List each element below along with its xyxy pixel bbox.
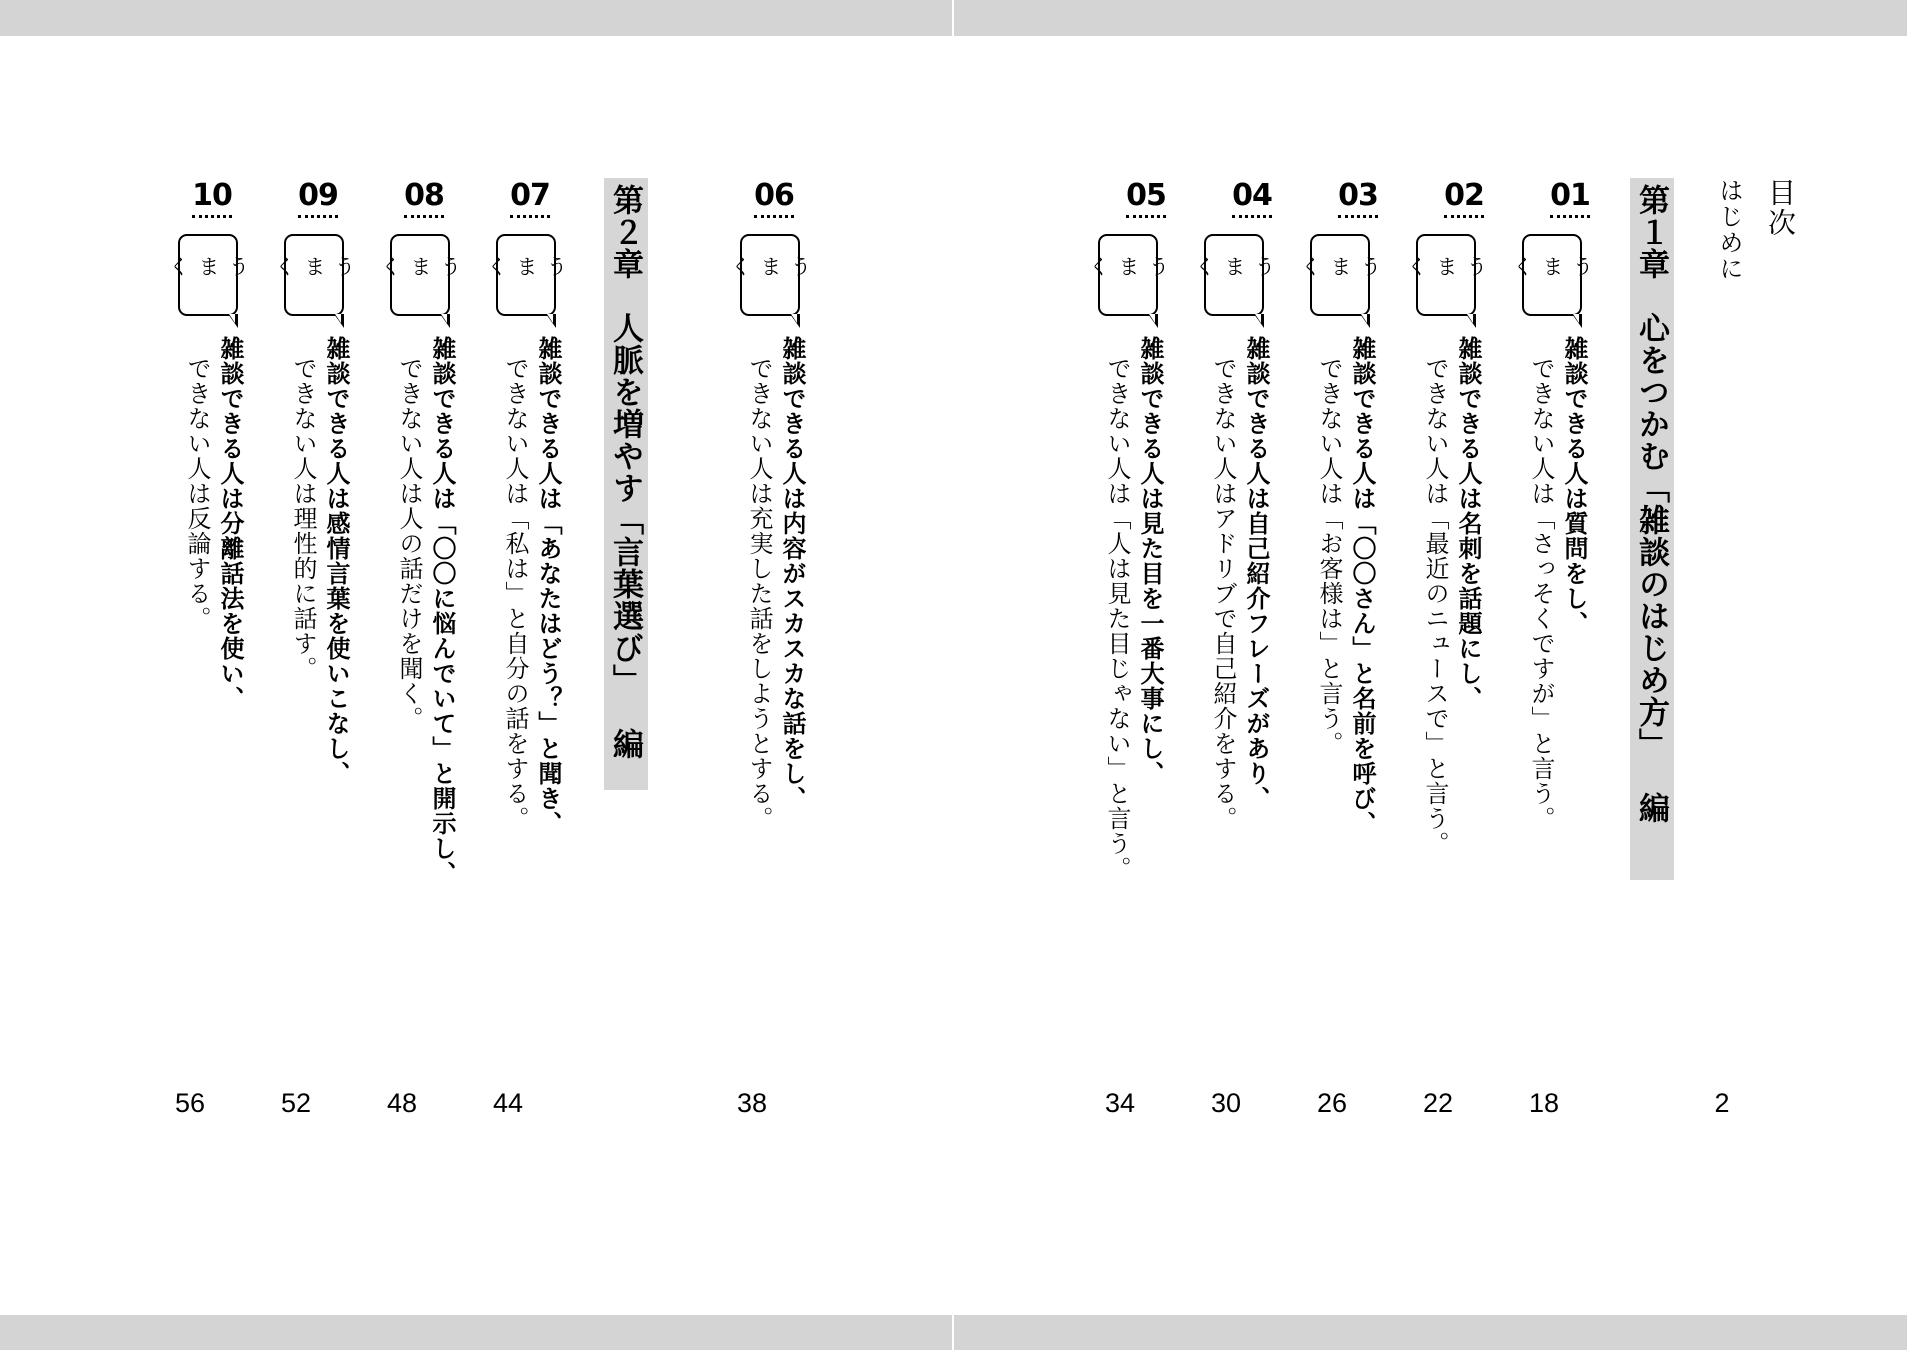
bubble-label: うまく [728,255,812,278]
speech-bubble [1192,234,1276,316]
entry-line1: 雑談できる人は自己紹介フレーズがあり、 [1242,336,1270,811]
chapter-2-heading [604,178,648,790]
chapter-label: 第１章 [1633,184,1669,280]
entry-line1: 雑談できる人は「〇〇さん」と名前を呼び、 [1348,336,1376,836]
entry-number: 02 [1433,178,1495,218]
left-page [0,36,952,1315]
chapter-title: 心をつかむ「雑談のはじめ方」 [1633,312,1669,760]
entry-page-number: 18 [1528,1088,1560,1118]
speech-bubble [728,234,812,316]
entry-line1: 雑談できる人は「あなたはどう？」と聞き、 [534,336,562,836]
entry-line2: できない人はアドリブで自己紹介をする。 [1209,356,1237,831]
speech-bubble [1298,234,1382,316]
entry-line2: できない人は「最近のニュースで」と言う。 [1421,356,1449,856]
speech-bubble [378,234,462,316]
entry-number: 07 [499,178,561,218]
chapter-suffix: 編 [607,728,643,760]
entry-number: 09 [287,178,349,218]
right-page [954,36,1907,1315]
entry-line1: 雑談できる人は質問をし、 [1560,336,1588,636]
entry-number: 10 [181,178,243,218]
entry-number: 04 [1221,178,1283,218]
chapter-label: 第２章 [607,184,643,280]
entry-page-number: 56 [174,1088,206,1118]
entry-page-number: 26 [1316,1088,1348,1118]
chapter-1-heading [1630,178,1674,880]
entry-line2: できない人は「人は見た目じゃない」と言う。 [1103,356,1131,881]
spine-gap-top [952,0,954,36]
bubble-label: うまく [484,255,568,278]
chapter-suffix: 編 [1633,792,1669,824]
bubble-label: うまく [1086,255,1170,278]
spine-gap-bottom [952,1315,954,1350]
entry-line2: できない人は反論する。 [183,356,211,631]
entry-number: 03 [1327,178,1389,218]
toc-title: 目次 [1764,178,1797,238]
speech-bubble [1086,234,1170,316]
entry-line2: できない人は充実した話をしようとする。 [745,356,773,831]
entry-page-number: 52 [280,1088,312,1118]
entry-line1: 雑談できる人は分離話法を使い、 [216,336,244,711]
entry-line2: できない人は「お客様は」と言う。 [1315,356,1343,756]
entry-line1: 雑談できる人は名刺を話題にし、 [1454,336,1482,711]
speech-bubble [272,234,356,316]
bubble-label: うまく [1298,255,1382,278]
speech-bubble [1510,234,1594,316]
entry-page-number: 30 [1210,1088,1242,1118]
chapter-title: 人脈を増やす「言葉選び」 [607,312,643,696]
bubble-label: うまく [1510,255,1594,278]
entry-line2: できない人は「私は」と自分の話をする。 [501,356,529,831]
entry-page-number: 22 [1422,1088,1454,1118]
entry-line1: 雑談できる人は「〇〇に悩んでいて」と開示し、 [428,336,456,886]
entry-page-number: 38 [736,1088,768,1118]
entry-page-number: 44 [492,1088,524,1118]
speech-bubble [484,234,568,316]
bubble-label: うまく [166,255,250,278]
entry-line1: 雑談できる人は見た目を一番大事にし、 [1136,336,1164,786]
entry-line2: できない人は人の話だけを聞く。 [395,356,423,731]
intro-label: はじめに [1715,178,1743,282]
intro-page-number: 2 [1714,1088,1730,1118]
entry-line1: 雑談できる人は内容がスカスカな話をし、 [778,336,806,811]
entry-number: 05 [1115,178,1177,218]
speech-bubble [166,234,250,316]
entry-page-number: 34 [1104,1088,1136,1118]
bubble-label: うまく [1404,255,1488,278]
bubble-label: うまく [1192,255,1276,278]
bubble-label: うまく [378,255,462,278]
entry-page-number: 48 [386,1088,418,1118]
entry-line2: できない人は理性的に話す。 [289,356,317,681]
entry-number: 06 [743,178,805,218]
entry-number: 08 [393,178,455,218]
entry-line1: 雑談できる人は感情言葉を使いこなし、 [322,336,350,786]
entry-line2: できない人は「さっそくですが」と言う。 [1527,356,1555,831]
speech-bubble [1404,234,1488,316]
bubble-label: うまく [272,255,356,278]
entry-number: 01 [1539,178,1601,218]
